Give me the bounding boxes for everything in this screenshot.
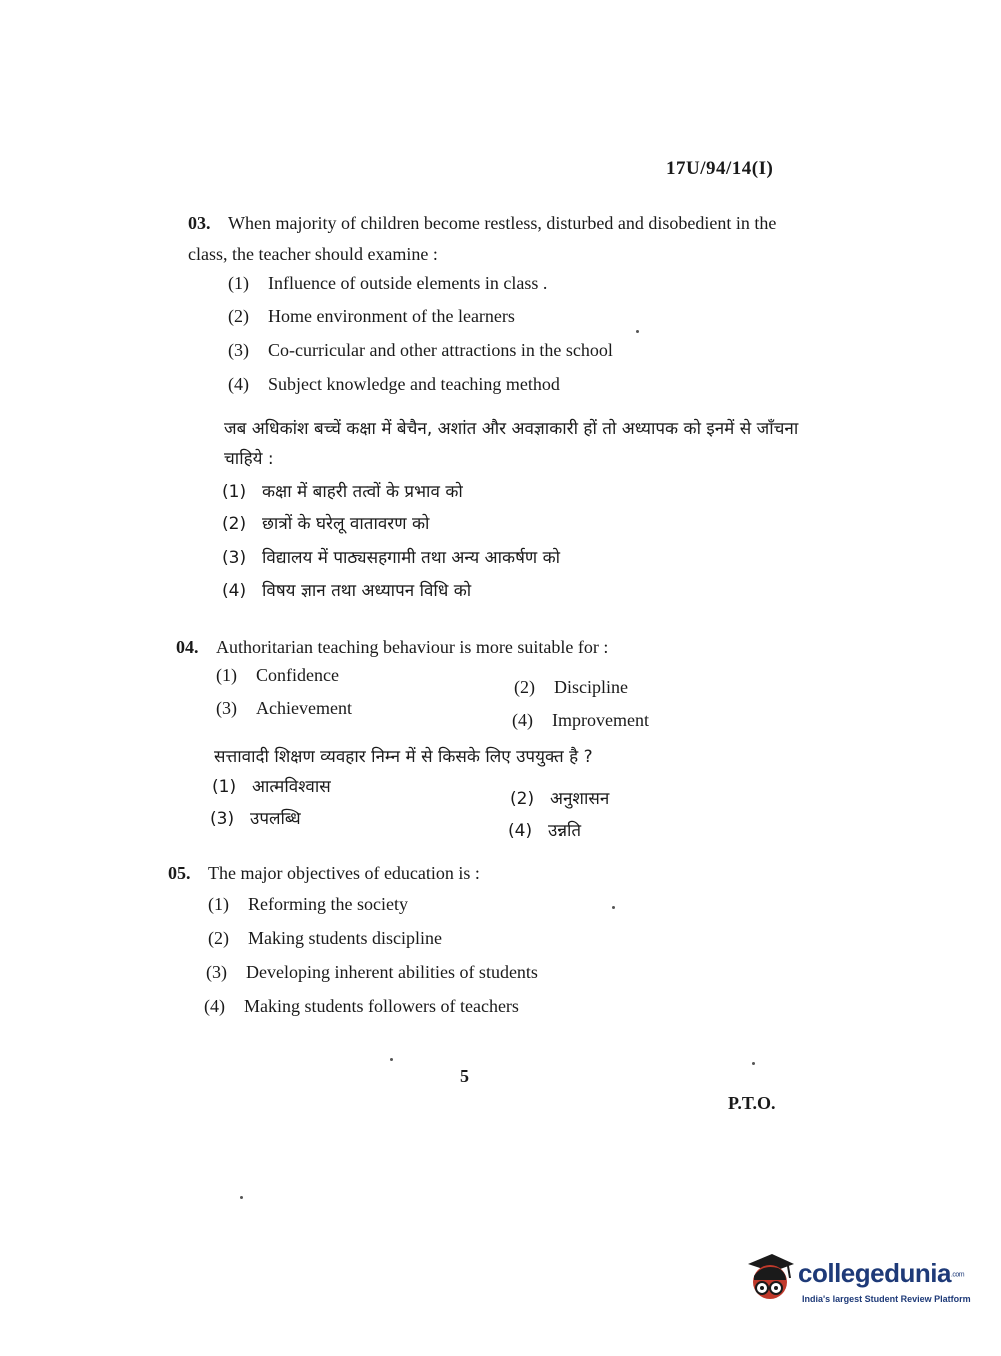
brand-suffix: .com	[950, 1271, 965, 1279]
option-04-hi-3: (3) उपलब्धि	[210, 809, 301, 829]
scan-speck	[752, 1062, 755, 1065]
option-03-hi-3: (3) विद्यालय में पाठ्यसहगामी तथा अन्य आकर्षण को	[222, 548, 561, 568]
collegedunia-logo	[742, 1250, 972, 1312]
option-03-hi-1: (1) कक्षा में बाहरी तत्वों के प्रभाव को	[222, 482, 463, 502]
question-text: Authoritarian teaching behaviour is more suitable for :	[216, 637, 609, 657]
question-text: When majority of children become restless, disturbed and disobedient in the class, the teacher should examine :	[188, 213, 777, 264]
option-04-en-2: (2) Discipline	[514, 677, 628, 697]
option-04-en-3: (3) Achievement	[216, 698, 352, 718]
question-03	[188, 208, 818, 270]
question-04	[176, 632, 816, 663]
option-05-en-3: (3) Developing inherent abilities of students	[206, 962, 538, 982]
option-03-hi-4: (4) विषय ज्ञान तथा अध्यापन विधि को	[222, 581, 472, 601]
option-05-en-4: (4) Making students followers of teachers	[204, 996, 519, 1016]
question-number: 04.	[176, 637, 199, 657]
question-03-hindi: जब अधिकांश बच्चें कक्षा में बेचैन, अशांत और अवज्ञाकारी हों तो अध्यापक को इनमें से जाँचना चाहिये :	[224, 419, 799, 469]
option-04-hi-1: (1) आत्मविश्वास	[212, 777, 331, 797]
question-number: 05.	[168, 863, 191, 883]
scan-speck	[636, 330, 639, 333]
option-05-en-2: (2) Making students discipline	[208, 928, 442, 948]
scan-speck	[240, 1196, 243, 1199]
option-03-en-3: (3) Co-curricular and other attractions in the school	[228, 340, 613, 360]
question-number: 03.	[188, 213, 211, 233]
option-03-hi-2: (2) छात्रों के घरेलू वातावरण को	[222, 514, 430, 534]
option-04-hi-4: (4) उन्नति	[508, 821, 582, 841]
option-03-en-1: (1) Influence of outside elements in class .	[228, 273, 548, 293]
option-04-en-1: (1) Confidence	[216, 665, 339, 685]
student-mascot-icon	[742, 1250, 796, 1312]
scan-speck	[612, 906, 615, 909]
option-03-en-2: (2) Home environment of the learners	[228, 306, 515, 326]
brand-name: collegedunia.com	[798, 1258, 965, 1288]
pto-label: P.T.O.	[728, 1093, 776, 1113]
page-number: 5	[460, 1066, 469, 1086]
question-text: The major objectives of education is :	[208, 863, 480, 883]
question-04-hindi: सत्तावादी शिक्षण व्यवहार निम्न में से किसके लिए उपयुक्त है ?	[214, 747, 593, 767]
brand-tagline: India's largest Student Review Platform	[802, 1294, 971, 1304]
option-04-hi-2: (2) अनुशासन	[510, 789, 610, 809]
option-03-en-4: (4) Subject knowledge and teaching method	[228, 374, 560, 394]
option-05-en-1: (1) Reforming the society	[208, 894, 408, 914]
paper-code: 17U/94/14(I)	[666, 158, 774, 179]
question-05	[168, 858, 808, 889]
option-04-en-4: (4) Improvement	[512, 710, 649, 730]
scan-speck	[390, 1058, 393, 1061]
